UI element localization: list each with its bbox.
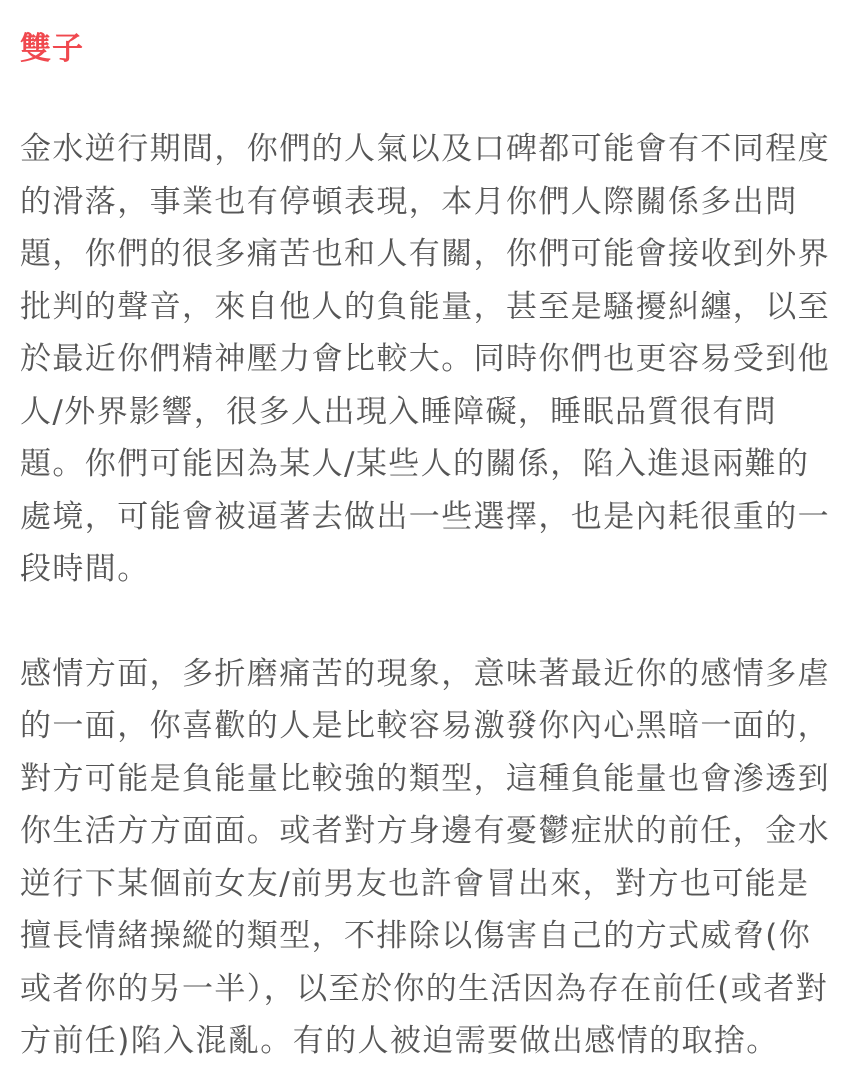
article-title: 雙子 bbox=[20, 31, 84, 67]
article-paragraph-career: 金水逆行期間，你們的人氣以及口碑都可能會有不同程度的滑落，事業也有停頓表現，本月你們人際關係多出問題，你們的很多痛苦也和人有關，你們可能會接收到外界批判的聲音，來自他人的負能量，甚至是騷擾糾纏，以至於最近你們精神壓力會比較大。同時你們也更容易受到他人/外界影響，很多人出現入睡障礙，睡眠品質很有問題。你們可能因為某人/某些人的關係，陷入進退兩難的處境，可能會被逼著去做出一些選擇，也是內耗很重的一段時間。 bbox=[20, 131, 830, 587]
horoscope-article bbox=[20, 24, 840, 1068]
article-paragraph-love: 感情方面，多折磨痛苦的現象，意味著最近你的感情多虐的一面，你喜歡的人是比較容易激發你內心黑暗一面的，對方可能是負能量比較強的類型，這種負能量也會滲透到你生活方方面面。或者對方身邊有憂鬱症狀的前任，金水逆行下某個前女友/前男友也許會冒出來，對方也可能是擅長情緒操縱的類型，不排除以傷害自己的方式威脅(你或者你的另一半），以至於你的生活因為存在前任(或者對方前任)陷入混亂。有的人被迫需要做出感情的取捨。 bbox=[20, 655, 830, 1059]
